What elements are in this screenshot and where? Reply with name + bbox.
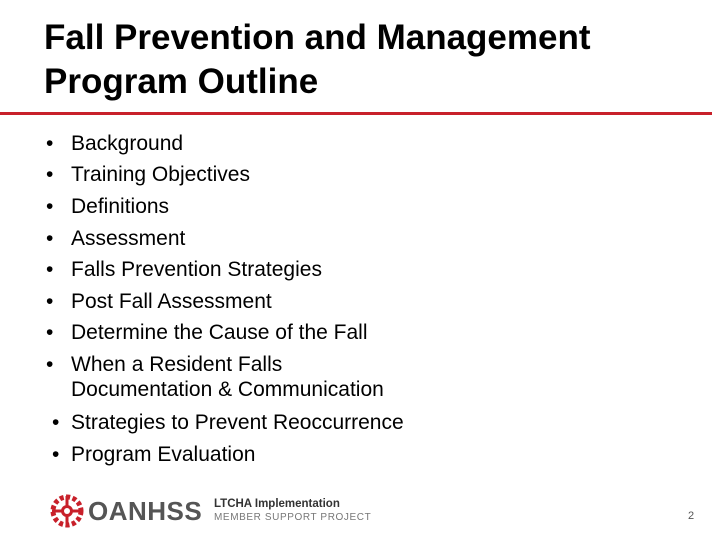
bullet-marker: • — [46, 163, 54, 186]
bullet-program-evaluation: Program Evaluation — [71, 443, 256, 466]
project-subtitle: MEMBER SUPPORT PROJECT — [214, 512, 372, 523]
project-title: LTCHA Implementation — [214, 498, 340, 510]
oanhss-logo-icon — [50, 494, 84, 528]
bullet-marker: • — [46, 321, 54, 344]
bullet-strategies-reoccurrence: Strategies to Prevent Reoccurrence — [71, 411, 404, 434]
bullet-background: Background — [71, 132, 184, 155]
bullet-marker: • — [46, 132, 54, 155]
bullet-marker: • — [52, 443, 60, 466]
bullet-falls-prevention-strategies: Falls Prevention Strategies — [71, 258, 322, 281]
page-number: 2 — [688, 510, 695, 522]
bullet-documentation-communication: Documentation & Communication — [71, 378, 384, 401]
bullet-marker: • — [46, 195, 54, 218]
bullet-training-objectives: Training Objectives — [71, 163, 250, 186]
bullet-definitions: Definitions — [71, 195, 170, 218]
bullet-determine-cause: Determine the Cause of the Fall — [71, 321, 368, 344]
bullet-marker: • — [46, 227, 54, 250]
bullet-assessment: Assessment — [71, 227, 186, 250]
bullet-marker: • — [46, 353, 54, 376]
bullet-marker: • — [52, 411, 60, 434]
bullet-marker: • — [46, 258, 54, 281]
slide-title: Fall Prevention and Management Program Outline — [44, 18, 591, 101]
org-name: OANHSS — [88, 496, 203, 526]
bullet-marker: • — [46, 290, 54, 313]
title-divider — [0, 112, 712, 115]
bullet-when-resident-falls: When a Resident Falls — [71, 353, 283, 376]
bullet-post-fall-assessment: Post Fall Assessment — [71, 290, 272, 313]
